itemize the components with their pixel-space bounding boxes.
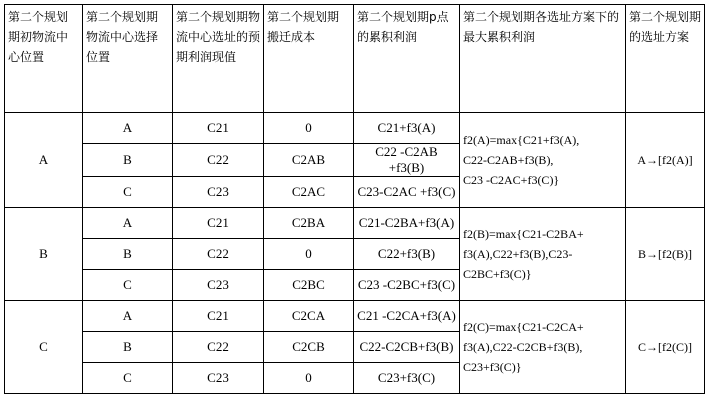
expected-profit-cell: C22 [173,239,264,270]
initial-location-cell: A [5,113,83,208]
expected-profit-cell: C21 [173,208,264,239]
max-formula-line: f3(A),C22-C2CB+f3(B), [463,340,583,354]
relocation-cost-cell: 0 [264,239,354,270]
table-row [5,208,705,239]
decision-table [4,4,705,394]
header-chosen-location: 第二个规划期物流中心选择位置 [83,5,173,113]
expected-profit-cell: C21 [173,301,264,332]
relocation-cost-cell: C2BA [264,208,354,239]
header-row [5,5,705,113]
header-initial-location: 第二个规划期初物流中心位置 [5,5,83,113]
max-formula-line: C2BC+f3(C)} [463,267,532,281]
table-row [5,301,705,332]
max-cumulative-profit-cell [460,208,626,301]
expected-profit-cell: C22 [173,144,264,177]
max-formula-line: f2(A)=max{C21+f3(A), [463,133,580,147]
max-cumulative-profit-cell [460,301,626,394]
header-cumulative-profit: 第二个规划期p点的累积利润 [354,5,460,113]
cumulative-profit-cell: C22-C2CB+f3(B) [354,332,460,363]
expected-profit-cell: C23 [173,177,264,208]
chosen-location-cell: C [83,177,173,208]
cumulative-profit-cell: C21 -C2CA+f3(A) [354,301,460,332]
location-plan-cell: C→[f2(C)] [626,301,705,394]
relocation-cost-cell: C2CA [264,301,354,332]
chosen-location-cell: A [83,301,173,332]
cumulative-profit-cell: C21+f3(A) [354,113,460,144]
expected-profit-cell: C21 [173,113,264,144]
location-plan-cell: B→[f2(B)] [626,208,705,301]
chosen-location-cell: B [83,239,173,270]
cumulative-profit-cell: C22+f3(B) [354,239,460,270]
chosen-location-cell: B [83,144,173,177]
max-formula-line: C23 -C2AC+f3(C)} [463,173,560,187]
chosen-location-cell: B [83,332,173,363]
initial-location-cell: C [5,301,83,394]
location-plan-cell: A→[f2(A)] [626,113,705,208]
cumulative-profit-cell: C21-C2BA+f3(A) [354,208,460,239]
expected-profit-cell: C23 [173,363,264,394]
cumulative-profit-cell: C23 -C2BC+f3(C) [354,270,460,301]
max-formula-line: f2(B)=max{C21-C2BA+ [463,227,584,241]
max-formula-line: C22-C2AB+f3(B), [463,153,554,167]
header-max-cumulative-profit: 第二个规划期各选址方案下的最大累积利润 [460,5,626,113]
chosen-location-cell: A [83,113,173,144]
table-row [5,113,705,144]
header-expected-profit-pv: 第二个规划期物流中心选址的预期利润现值 [173,5,264,113]
max-cumulative-profit-cell [460,113,626,208]
cumulative-profit-cell: C23+f3(C) [354,363,460,394]
relocation-cost-cell: 0 [264,113,354,144]
chosen-location-cell: C [83,270,173,301]
cumulative-profit-cell: C23-C2AC +f3(C) [354,177,460,208]
max-formula-line: f2(C)=max{C21-C2CA+ [463,320,584,334]
relocation-cost-cell: C2BC [264,270,354,301]
expected-profit-cell: C22 [173,332,264,363]
cumulative-profit-cell: C22 -C2AB +f3(B) [354,144,460,177]
initial-location-cell: B [5,208,83,301]
max-formula-line: f3(A),C22+f3(B),C23- [463,247,573,261]
relocation-cost-cell: C2CB [264,332,354,363]
header-relocation-cost: 第二个规划期搬迁成本 [264,5,354,113]
chosen-location-cell: A [83,208,173,239]
expected-profit-cell: C23 [173,270,264,301]
relocation-cost-cell: C2AB [264,144,354,177]
relocation-cost-cell: C2AC [264,177,354,208]
relocation-cost-cell: 0 [264,363,354,394]
max-formula-line: C23+f3(C)} [463,360,522,374]
header-location-plan: 第二个规划期的选址方案 [626,5,705,113]
chosen-location-cell: C [83,363,173,394]
